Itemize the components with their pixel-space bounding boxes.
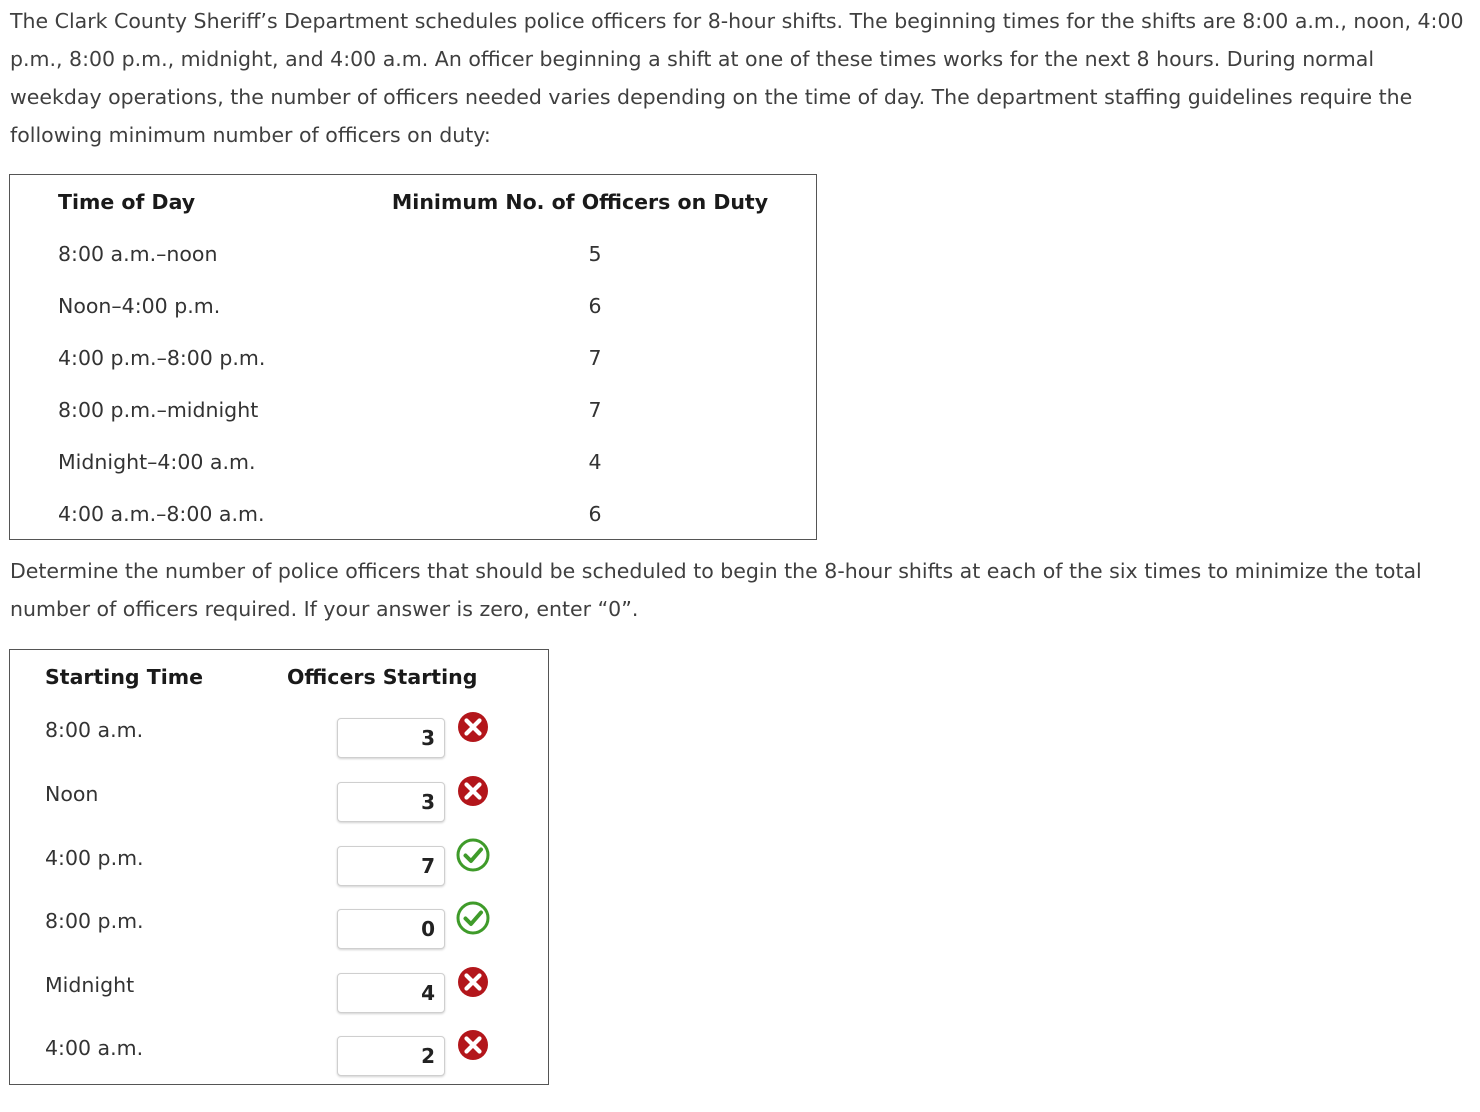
officers-input[interactable] (337, 973, 445, 1013)
starting-time-label: 8:00 p.m. (45, 909, 144, 933)
starting-time-label: 4:00 a.m. (45, 1036, 144, 1060)
header-starting-time: Starting Time (45, 665, 204, 689)
incorrect-icon (455, 773, 491, 809)
starting-time-label: 4:00 p.m. (45, 846, 144, 870)
incorrect-icon (455, 964, 491, 1000)
requirements-row (10, 395, 816, 425)
requirements-row (10, 447, 816, 477)
answer-row (10, 715, 548, 775)
answer-row (10, 843, 548, 903)
answer-row (10, 970, 548, 1030)
starting-time-label: Midnight (45, 973, 135, 997)
requirements-row (10, 291, 816, 321)
correct-check-icon (455, 900, 491, 936)
question-paragraph: Determine the number of police officers that should be scheduled to begin the 8-hour shifts at each of the six times to minimize the total number of officers required. If your answer is zero, enter “0”. (10, 559, 1422, 621)
answer-row (10, 1033, 548, 1093)
answers-header-row (10, 662, 548, 692)
incorrect-icon (455, 709, 491, 745)
time-of-day-cell: 8:00 a.m.–noon (58, 242, 218, 266)
header-officers-starting: Officers Starting (287, 665, 478, 689)
requirements-row (10, 499, 816, 529)
answer-row (10, 779, 548, 839)
min-officers-cell: 6 (588, 294, 602, 318)
correct-check-icon (455, 837, 491, 873)
min-officers-cell: 7 (588, 346, 602, 370)
time-of-day-cell: 4:00 p.m.–8:00 p.m. (58, 346, 266, 370)
starting-time-label: Noon (45, 782, 99, 806)
min-officers-cell: 5 (588, 242, 602, 266)
requirements-header-row (10, 187, 816, 217)
time-of-day-cell: Midnight–4:00 a.m. (58, 450, 256, 474)
requirements-row (10, 343, 816, 373)
time-of-day-cell: Noon–4:00 p.m. (58, 294, 221, 318)
answers-table (9, 649, 549, 1085)
requirements-table (9, 174, 817, 540)
intro-paragraph: The Clark County Sheriff’s Department schedules police officers for 8-hour shifts. The beginning times for the shifts are 8:00 a.m., noon, 4:00 p.m., 8:00 p.m., midnight, and 4:00 a.m. An officer beginning a shift at one of these times works for the next 8 hours. During normal weekday operations, the number of officers needed varies depending on the time of day. The department staffing guidelines require the following minimum number of officers on duty: (10, 9, 1464, 147)
header-time-of-day: Time of Day (58, 190, 196, 214)
officers-input[interactable] (337, 782, 445, 822)
min-officers-cell: 4 (588, 450, 602, 474)
officers-input[interactable] (337, 846, 445, 886)
requirements-row (10, 239, 816, 269)
min-officers-cell: 6 (588, 502, 602, 526)
time-of-day-cell: 8:00 p.m.–midnight (58, 398, 259, 422)
min-officers-cell: 7 (588, 398, 602, 422)
officers-input[interactable] (337, 718, 445, 758)
officers-input[interactable] (337, 909, 445, 949)
starting-time-label: 8:00 a.m. (45, 718, 144, 742)
officers-input[interactable] (337, 1036, 445, 1076)
time-of-day-cell: 4:00 a.m.–8:00 a.m. (58, 502, 265, 526)
answer-row (10, 906, 548, 966)
header-min-officers: Minimum No. of Officers on Duty (391, 190, 769, 214)
incorrect-icon (455, 1027, 491, 1063)
